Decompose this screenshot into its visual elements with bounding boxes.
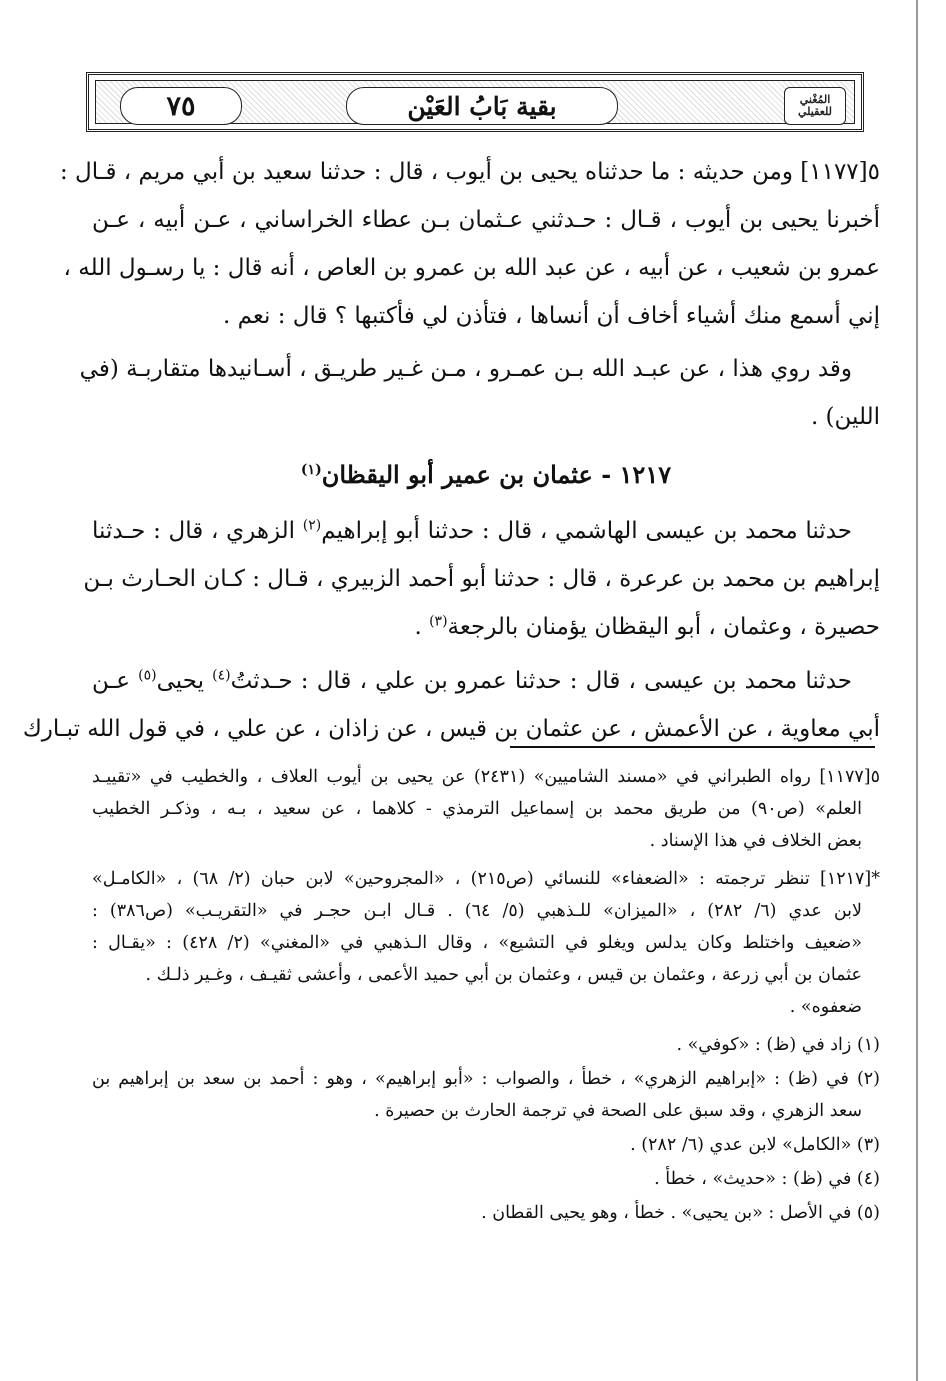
running-title: بقية بَابُ العَيْن <box>407 91 557 121</box>
footnote-line: عثمان بن أبي زرعة ، وعثمان بن قيس ، وعثمان بن أبي حميد الأعمى ، وأعشى ثقيـف ، وغـير ذلـك . <box>145 965 862 985</box>
footnote-line: العلم» (ص٩٠) من طريق محمد بن إسماعيل الترمذي - كلاهما ، عن سعيد ، بـه ، وذكـر الخطيب <box>92 799 862 819</box>
footnote-line: بعض الخلاف في هذا الإسناد . <box>649 831 862 851</box>
page-header <box>86 72 864 132</box>
footnote-line: (٣) «الكامل» لابن عدي (٦/ ٢٨٢) . <box>630 1135 880 1155</box>
footnote-ref: (٥) <box>138 667 157 684</box>
page-number: ٧٥ <box>166 90 196 122</box>
footnote-line: «ضعيف واختلط وكان يدلس ويغلو في التشيع» ، وقال الـذهبي في «المغني» (٢/ ٤٢٨) : «يقـال : <box>92 933 862 953</box>
text-line: حصيرة ، وعثمان ، أبو اليقظان يؤمنان بالرجعة$^{(٣)}$ . <box>414 613 880 640</box>
header-logo-line1: المُغْني <box>799 93 831 107</box>
text-line: وقد روي هذا ، عن عبـد الله بـن عمـرو ، مـن غـير طريـق ، أسـانيدها متقاربـة (في <box>79 356 852 382</box>
text-line: اللين) . <box>810 404 880 430</box>
footnote-line: (٥) في الأصل : «بن يحيى» . خطأ ، وهو يحيى القطان . <box>481 1203 880 1223</box>
text-line: عمرو بن شعيب ، عن أبيه ، عن عبد الله بن عمرو بن العاص ، أنه قال : يا رسـول الله ، <box>63 255 880 281</box>
text-line: أبي معاوية ، عن الأعمش ، عن عثمان بن قيس ، عن زاذان ، عن علي ، في قول الله تبـارك <box>22 716 880 742</box>
footnote-line: ضعفوه» . <box>789 997 862 1017</box>
footnote-line: (١) زاد في (ظ) : «كوفي» . <box>676 1035 880 1055</box>
footnote-line: (٤) في (ظ) : «حديث» ، خطأ . <box>654 1169 880 1189</box>
scan-edge <box>916 0 918 1381</box>
footnote-separator <box>510 746 875 748</box>
header-ornament <box>95 80 855 124</box>
entry-heading <box>92 460 880 490</box>
footnote-line: (٢) في (ظ) : «إبراهيم الزهري» ، خطأ ، والصواب : «أبو إبراهيم» ، وهو : أحمد بن سعد بن إبراهيم بن <box>92 1069 880 1089</box>
header-logo <box>784 87 846 125</box>
header-logo-line2: للعقيلي <box>798 105 832 118</box>
text-line: حدثنا محمد بن عيسى ، قال : حدثنا عمرو بن علي ، قال : حـدثتُ$^{(٤)}$ يحيى$^{(٥)}$ عـن <box>92 667 852 694</box>
footnote-ref: (٢) <box>302 517 322 534</box>
footnote-line: لابن عدي (٦/ ٢٨٢) ، «الميزان» للـذهبي (٥/ ٦٤) . قـال ابـن حجـر في «التقريـب» (ص٣٨٦) : <box>92 901 862 921</box>
text-line: حدثنا محمد بن عيسى الهاشمي ، قال : حدثنا أبو إبراهيم$^{(٢)}$ الزهري ، قال : حـدثنا <box>92 517 852 544</box>
text-line: أخبرنا يحيى بن أيوب ، قـال : حـدثني عـثمان بـن عطاء الخراساني ، عـن أبيه ، عـن <box>92 207 880 233</box>
footnote-line: *[١٢١٧] تنظر ترجمته : «الضعفاء» للنسائي (ص٢١٥) ، «المجروحين» لابن حبان (٢/ ٦٨) ، «الكامـل» <box>92 869 880 889</box>
text-line: إبراهيم بن محمد بن عرعرة ، قال : حدثنا أبو أحمد الزبيري ، قـال : كـان الحـارث بـن <box>83 566 880 592</box>
footnote-ref: (٤) <box>212 667 231 684</box>
text-line: إني أسمع منك أشياء أخاف أن أنساها ، فتأذن لي فأكتبها ؟ قال : نعم . <box>223 303 880 329</box>
footnote-ref: (١) <box>300 462 322 478</box>
text-line: ٥[١١٧٧] ومن حديثه : ما حدثناه يحيى بن أيوب ، قال : حدثنا سعيد بن أبي مريم ، قـال : <box>59 159 880 185</box>
page-number-cartouche <box>120 87 242 125</box>
footnote-ref: (٣) <box>429 613 448 630</box>
entry-heading-text: ١٢١٧ - عثمان بن عمير أبو اليقظان <box>321 460 672 489</box>
footnote-line: ٥[١١٧٧] رواه الطبراني في «مسند الشاميين» (٢٤٣١) عن يحيى بن أيوب العلاف ، والخطيب في «تقييـد <box>92 767 881 787</box>
running-title-cartouche <box>346 87 618 125</box>
footnote-line: سعد الزهري ، وقد سبق على الصحة في ترجمة الحارث بن حصيرة . <box>374 1101 862 1121</box>
